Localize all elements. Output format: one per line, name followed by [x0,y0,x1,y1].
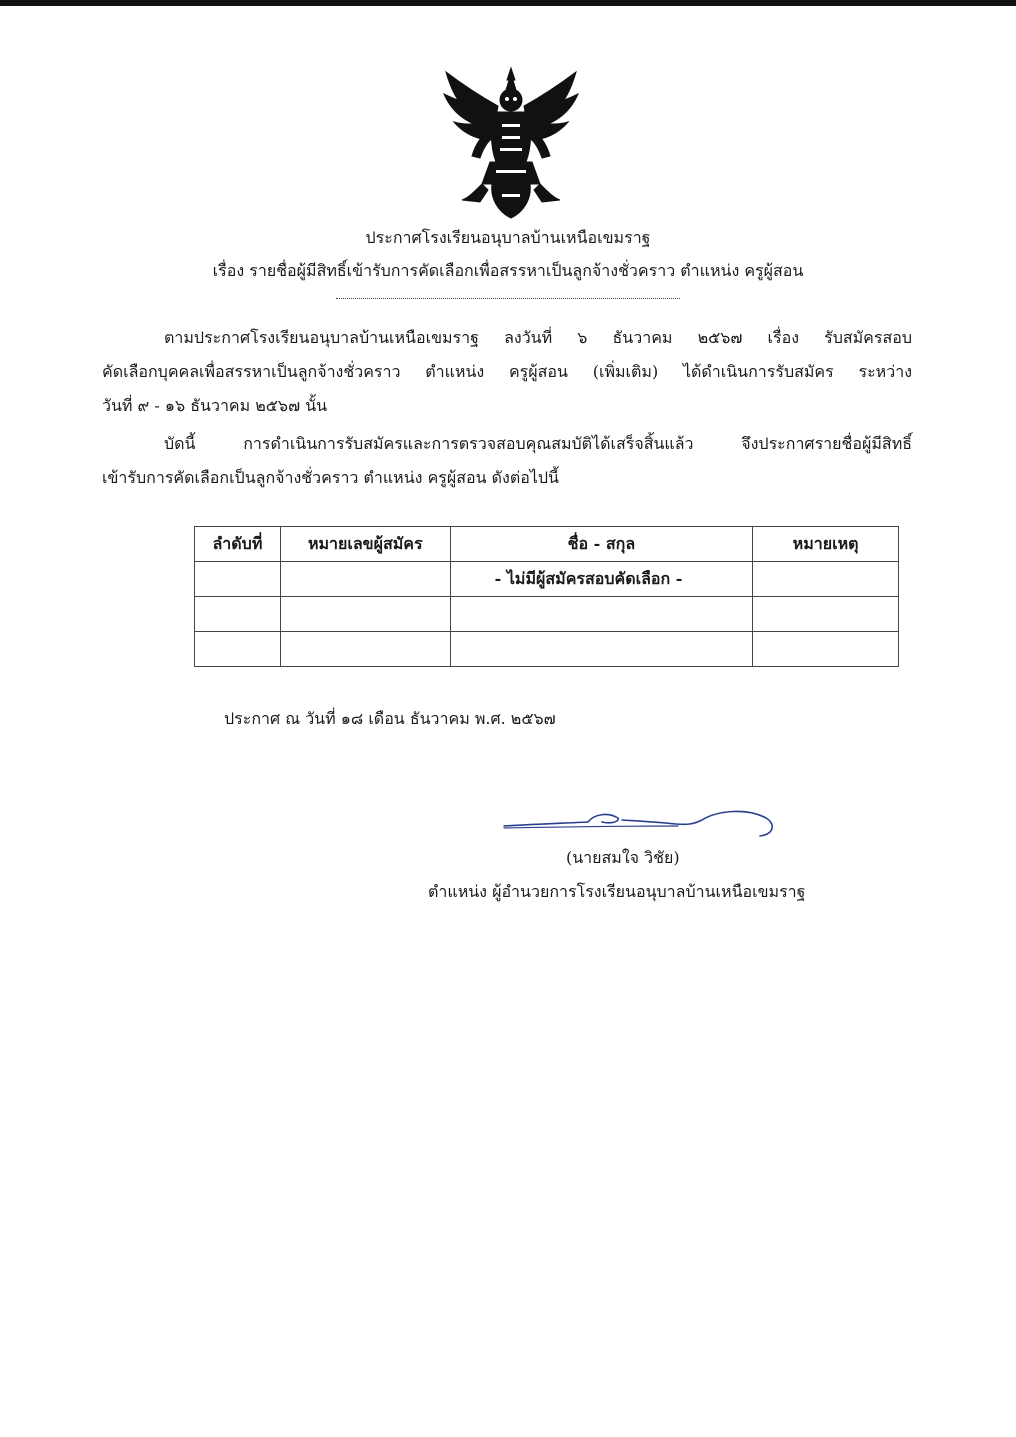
separator-line [336,298,680,299]
garuda-emblem-icon [440,66,582,220]
top-border [0,0,1016,6]
paragraph-line: ตามประกาศโรงเรียนอนุบาลบ้านเหนือเขมราฐ ลงวันที่ ๖ ธันวาคม ๒๕๖๗ เรื่อง รับสมัครสอบ [164,328,912,347]
document-subject: เรื่อง รายชื่อผู้มีสิทธิ์เข้ารับการคัดเลือกเพื่อสรรหาเป็นลูกจ้างชั่วคราว ตำแหน่ง ครูผู้สอน [212,261,804,280]
paragraph-reference [102,321,912,423]
paragraph-line: คัดเลือกบุคคลเพื่อสรรหาเป็นลูกจ้างชั่วคราว ตำแหน่ง ครูผู้สอน (เพิ่มเติม) ได้ดำเนินการรับสมัคร ระหว่าง [102,362,912,381]
announce-date: ประกาศ ณ วันที่ ๑๘ เดือน ธันวาคม พ.ศ. ๒๕๖๗ [224,709,556,728]
signer-position: ตำแหน่ง ผู้อำนวยการโรงเรียนอนุบาลบ้านเหนือเขมราฐ [428,882,806,901]
paragraph-line: เข้ารับการคัดเลือกเป็นลูกจ้างชั่วคราว ตำแหน่ง ครูผู้สอน ดังต่อไปนี้ [102,468,559,487]
paragraph-line: บัดนี้ การดำเนินการรับสมัครและการตรวจสอบคุณสมบัติได้เสร็จสิ้นแล้ว จึงประกาศรายชื่อผู้มีสิทธิ์ [164,434,912,453]
paragraph-line: วันที่ ๙ - ๑๖ ธันวาคม ๒๕๖๗ นั้น [102,396,328,415]
header-order: ลำดับที่ [195,527,281,562]
header-full-name: ชื่อ - สกุล [450,527,752,562]
document-title: ประกาศโรงเรียนอนุบาลบ้านเหนือเขมราฐ [365,228,651,247]
table-row [195,597,899,632]
header-applicant-number: หมายเลขผู้สมัคร [280,527,450,562]
paragraph-announcement [102,427,912,495]
handwritten-signature [498,806,778,842]
signer-name: (นายสมใจ วิชัย) [566,848,680,867]
table-row [195,562,899,597]
header-remarks: หมายเหตุ [753,527,899,562]
applicants-table [194,526,899,667]
no-applicants-note: - ไม่มีผู้สมัครสอบคัดเลือก - [450,562,752,597]
table-row [195,632,899,667]
table-header-row [195,527,899,562]
